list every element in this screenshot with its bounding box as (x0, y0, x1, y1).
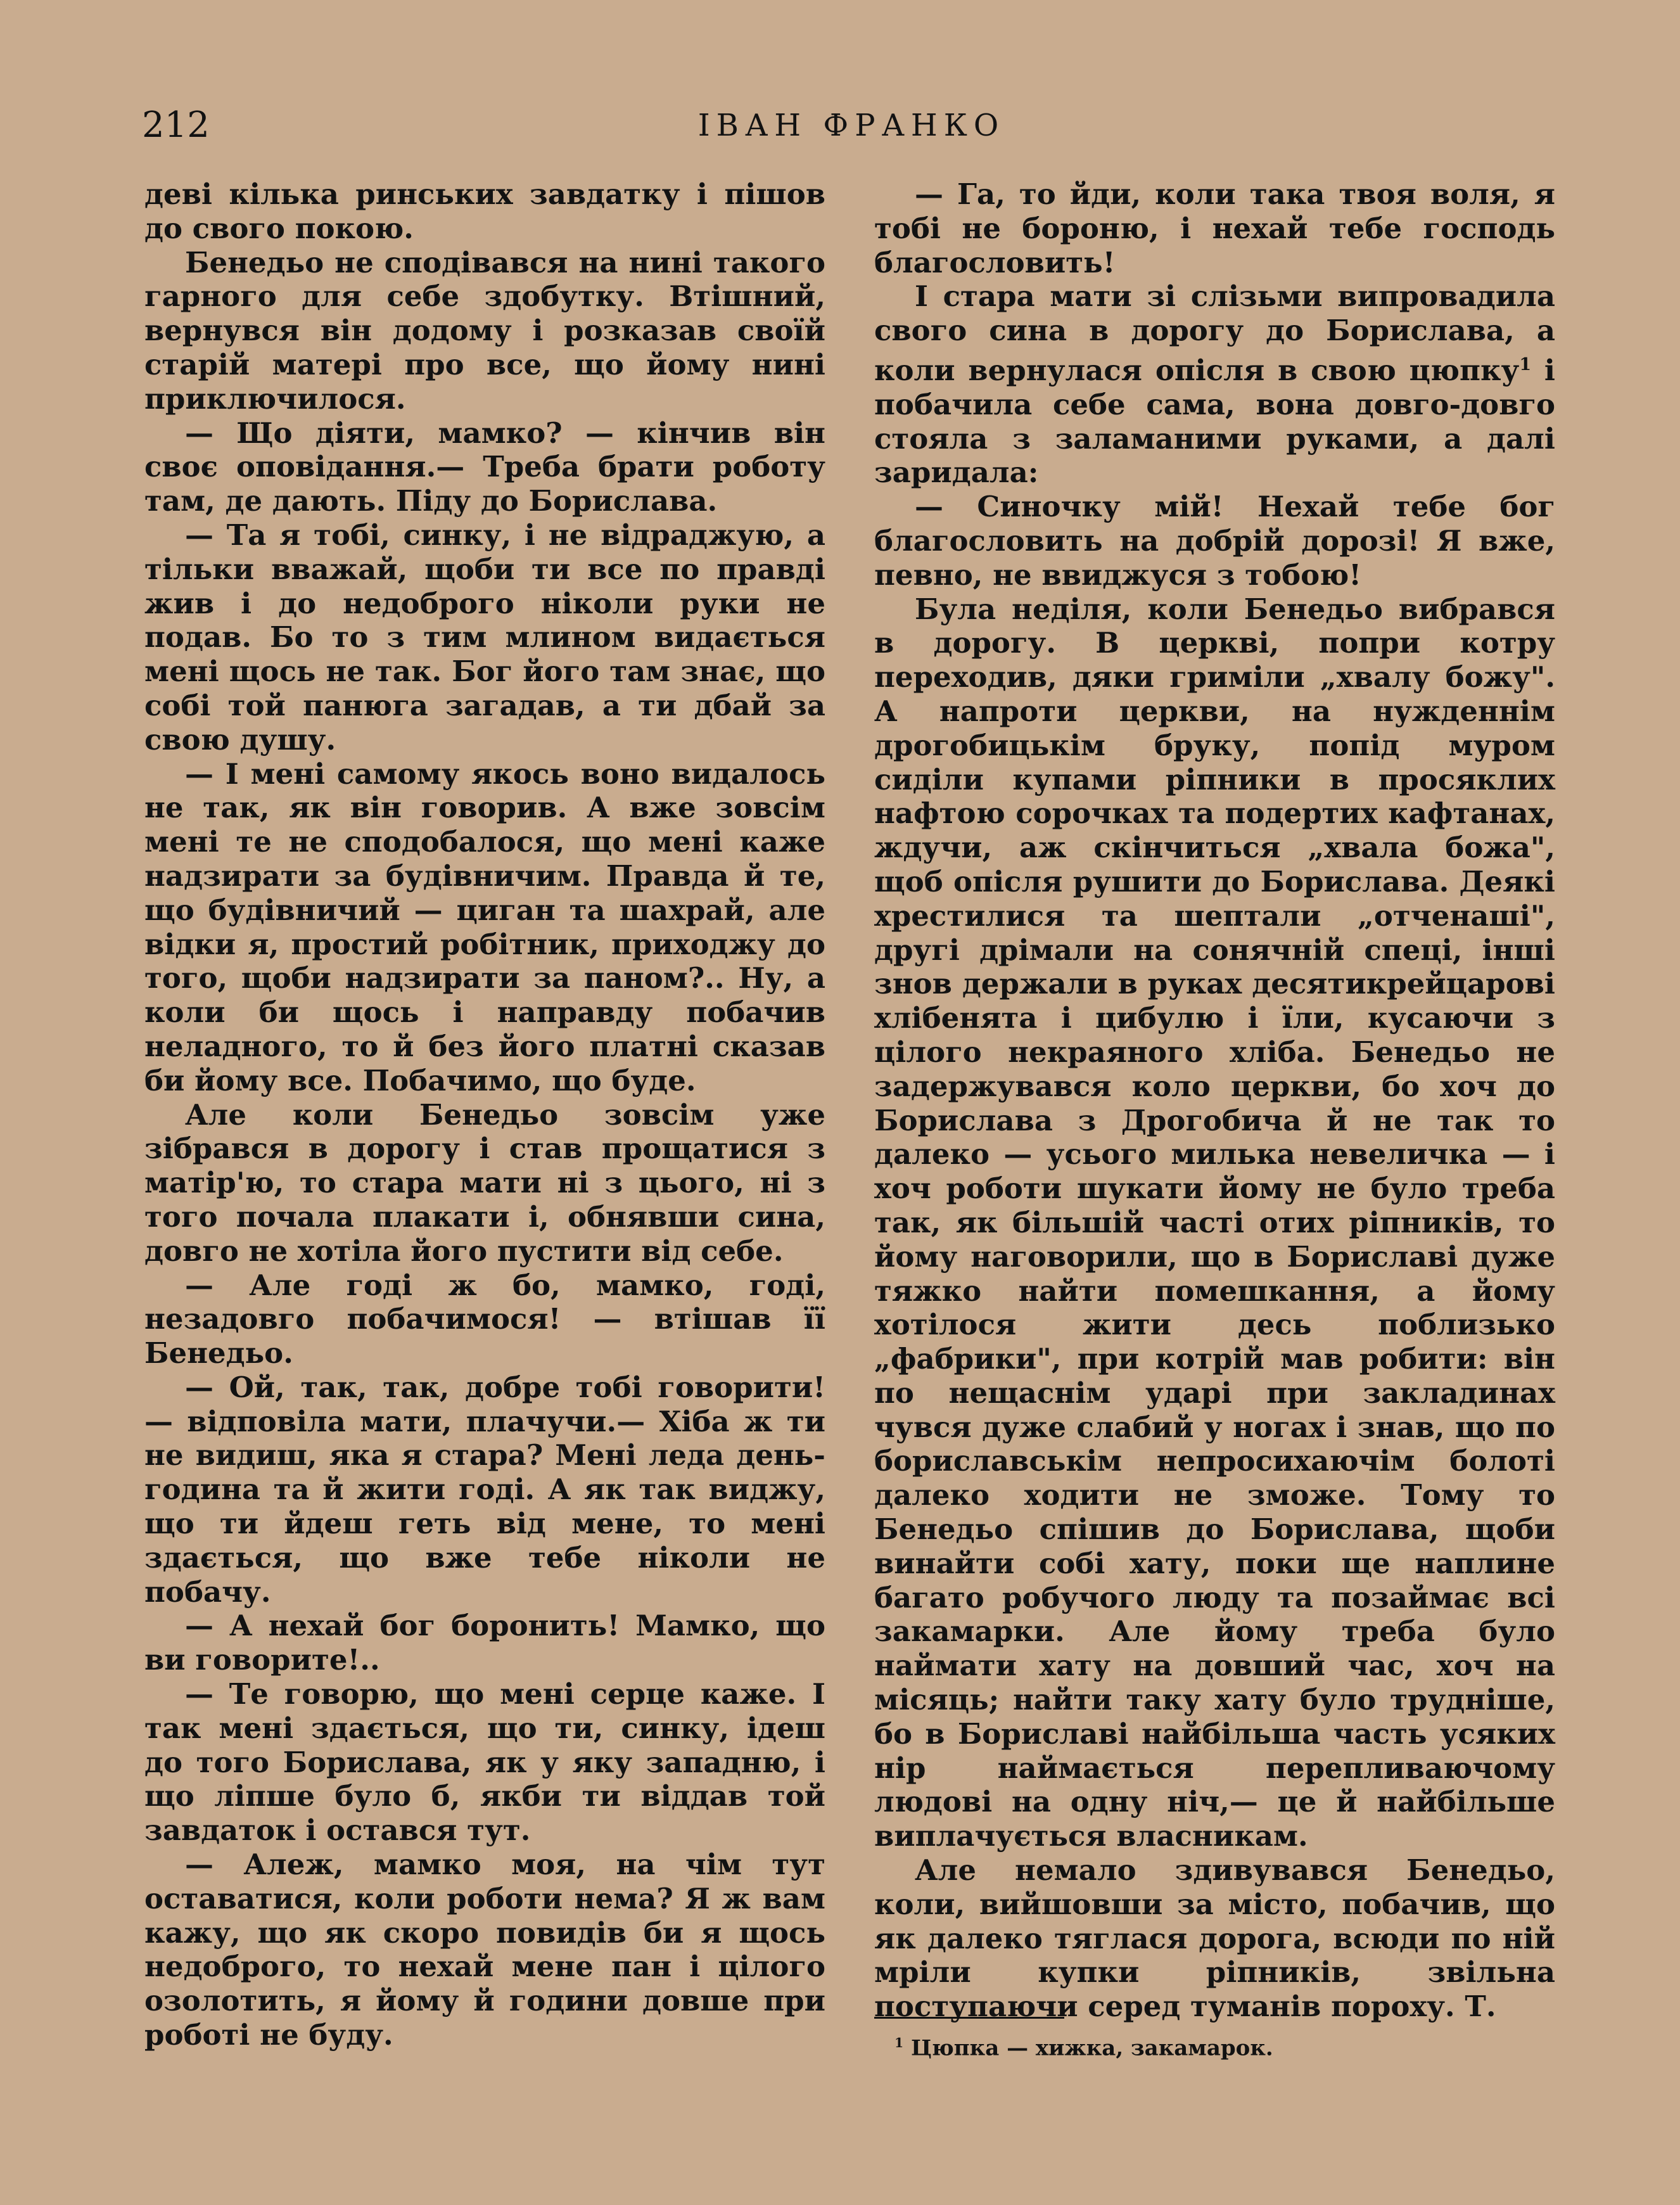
paragraph: — Синочку мій! Нехай тебе бог благословить на добрій дорозі! Я вже, певно, не ввиджуся з тобою! (874, 490, 1555, 592)
paragraph: — Га, то йди, коли така твоя воля, я тобі не бороню, і нехай тебе господь благословить! (874, 177, 1555, 279)
footnote (894, 2028, 1553, 2063)
page-number: 212 (142, 105, 210, 146)
paragraph: деві кілька ринських завдатку і пішов до свого покою. (144, 177, 825, 245)
paragraph: Була неділя, коли Бенедьо вибрався в дорогу. В церкві, попри котру переходив, дяки гриміли „хвалу божу". А напроти церкви, на нужденнім дрогобицькім бруку, попід муром сиділи купами ріпники в просяклих нафтою сорочках та подертих кафтанах, ждучи, аж скінчиться „хвала божа", щоб опісля рушити до Борислава. Деякі хрестилися та шептали „отченаші", другі дрімали на сонячній спеці, інші знов держали в руках десятикрейцарові хлібенята і цибулю і їли, кусаючи з цілого некраяного хліба. Бенедьо не задержувався коло церкви, бо хоч до Борислава з Дрогобича й не так то далеко — усього милька невеличка — і хоч роботи шукати йому не було треба так, як більшій часті отих ріпників, то йому наговорили, що в Бориславі дуже тяжко найти помешкання, а йому хотілося жити десь поблизько „фабрики", при котрій мав робити: він по нещаснім ударі при закладинах чувся дуже слабий у ногах і знав, що по бориславськім непросихаючім болоті далеко ходити не зможе. Тому то Бенедьо спішив до Борислава, щоби винайти собі хату, поки ще наплине багато робучого люду та позаймає всі закамарки. Але йому треба було наймати хату на довший час, хоч на місяць; найти таку хату було трудніше, бо в Бориславі найбільша часть усяких нір наймається перепливаючому людові на одну ніч,— це й найбільше виплачується власникам. (874, 592, 1555, 1853)
running-title: ІВАН ФРАНКО (697, 108, 1005, 143)
paragraph: Але немало здивувався Бенедьо, коли, вийшовши за місто, побачив, що як далеко тяглася дорога, всюди по ній мріли купки ріпників, звільна поступаючи серед туманів пороху. Т. (874, 1853, 1555, 2024)
paragraph: — І мені самому якось воно видалось не так, як він говорив. А вже зовсім мені те не сподобалося, що мені каже надзирати за будівничим. Правда й те, що будівничий — циган та шахрай, але відки я, простий робітник, приходжу до того, щоби надзирати за паном?.. Ну, а коли би щось і направду побачив неладного, то й без його платні сказав би йому все. Побачимо, що буде. (144, 757, 825, 1097)
right-column (874, 177, 1555, 2024)
footnote-reference: 1 (1519, 354, 1532, 374)
footnote-marker: 1 (894, 2035, 904, 2050)
footnote-text: Цюпка — хижка, закамарок. (911, 2035, 1273, 2061)
paragraph: Бенедьо не сподівався на нині такого гарного для себе здобутку. Втішний, вернувся він додому і розказав своїй старій матері про все, що йому нині приключилося. (144, 245, 825, 416)
paragraph: — Та я тобі, синку, і не відраджую, а тільки вважай, щоби ти все по правді жив і до недоброго ніколи руки не подав. Бо то з тим млином видається мені щось не так. Бог його там знає, що собі той панюга загадав, а ти дбай за свою душу. (144, 518, 825, 757)
paragraph: Але коли Бенедьо зовсім уже зібрався в дорогу і став прощатися з матір'ю, то стара мати ні з цього, ні з того почала плакати і, обнявши сина, довго не хотіла його пустити від себе. (144, 1097, 825, 1268)
paragraph: — Що діяти, мамко? — кінчив він своє оповідання.— Треба брати роботу там, де дають. Піду до Борислава. (144, 416, 825, 518)
paragraph: — Те говорю, що мені серце каже. І так мені здається, що ти, синку, ідеш до того Борислава, як у яку западню, і що ліпше було б, якби ти віддав той завдаток і остався тут. (144, 1677, 825, 1848)
paragraph-text: і побачила себе сама, вона довго-довго стояла з заламаними руками, а далі заридала: (874, 353, 1555, 490)
paragraph-text: І стара мати зі слізьми випровадила свого сина в дорогу до Борислава, а коли вернулася опісля в свою цюпку (874, 279, 1555, 387)
footnote-divider (874, 2017, 1064, 2019)
paragraph: — Але годі ж бо, мамко, годі, незадовго побачимося! — втішав її Бенедьо. (144, 1268, 825, 1371)
paragraph (874, 279, 1555, 490)
paragraph: — Алеж, мамко моя, на чім тут оставатися, коли роботи нема? Я ж вам кажу, що як скоро повидів би я щось недоброго, то нехай мене пан і цілого озолотить, я йому й години довше при роботі не буду. (144, 1848, 825, 2052)
paragraph: — А нехай бог боронить! Мамко, що ви говорите!.. (144, 1609, 825, 1677)
paragraph: — Ой, так, так, добре тобі говорити! — відповіла мати, плачучи.— Хіба ж ти не видиш, яка я стара? Мені леда день-година та й жити годі. А як так виджу, що ти йдеш геть від мене, то мені здається, що вже тебе ніколи не побачу. (144, 1370, 825, 1609)
page-header (142, 100, 1561, 151)
left-column (144, 177, 825, 2052)
